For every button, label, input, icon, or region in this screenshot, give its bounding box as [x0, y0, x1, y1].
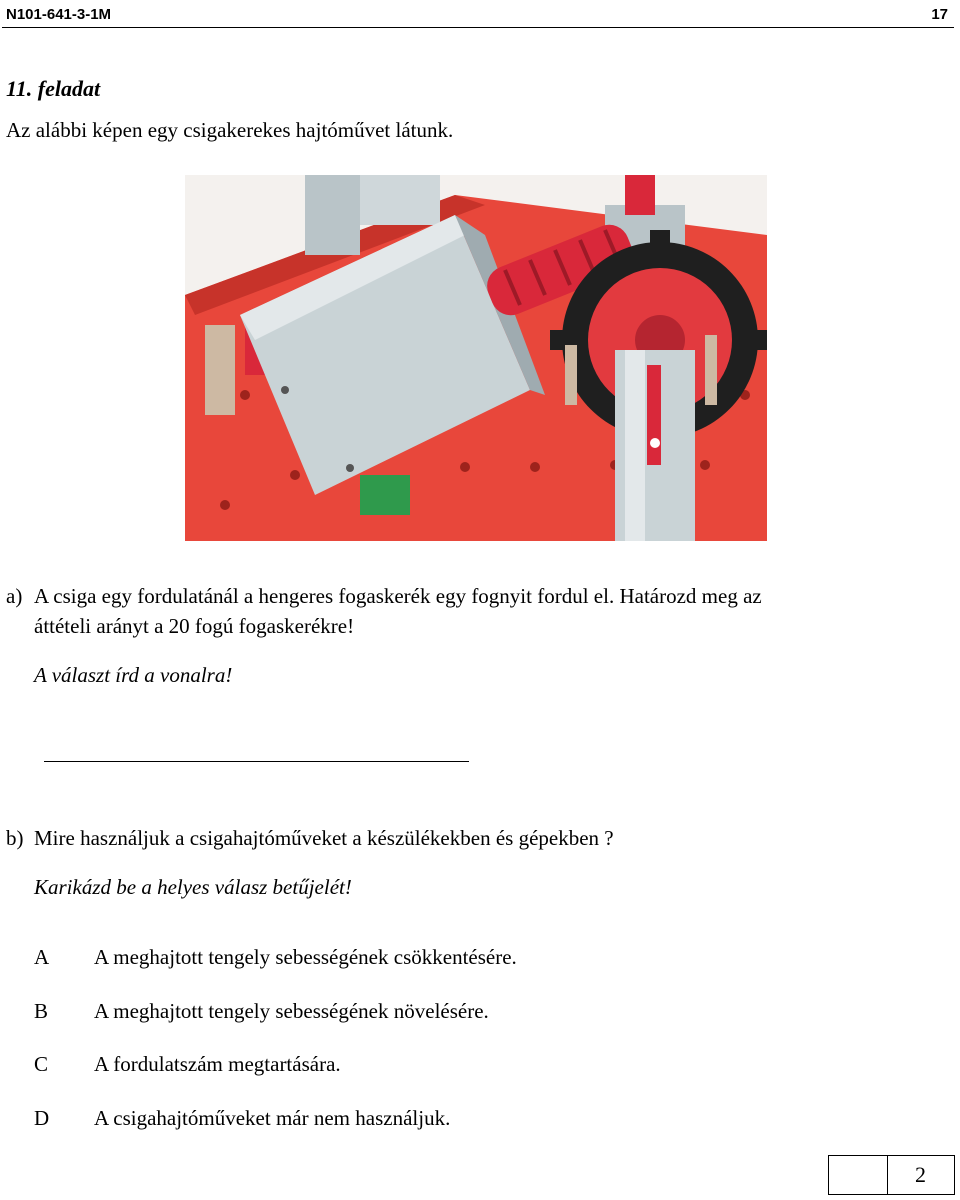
option-b-text: A meghajtott tengely sebességének növelésére.: [94, 999, 489, 1023]
option-d-letter[interactable]: D: [34, 1106, 50, 1130]
option-a-text: A meghajtott tengely sebességének csökkentésére.: [94, 945, 517, 969]
page-header: [2, 0, 954, 28]
question-b-label: b): [6, 826, 24, 850]
question-a-text-continued: áttételi arányt a 20 fogú fogaskerékre!: [34, 614, 355, 638]
question-b-instruction: Karikázd be a helyes válasz betűjelét!: [34, 875, 352, 899]
option-d-text: A csigahajtóműveket már nem használjuk.: [94, 1106, 451, 1130]
question-a-label: a): [6, 584, 23, 608]
exam-code: N101-641-3-1M: [6, 6, 112, 23]
option-b-letter[interactable]: B: [34, 999, 49, 1023]
worm-gear-illustration: [185, 175, 767, 541]
question-b-text: Mire használjuk a csigahajtóműveket a készülékekben és gépekben ?: [34, 826, 614, 850]
worm-gear-photo: [185, 175, 767, 541]
task-intro: Az alábbi képen egy csigakerekes hajtóművet látunk.: [6, 118, 454, 142]
option-c-letter[interactable]: C: [34, 1052, 49, 1076]
option-a-letter[interactable]: A: [34, 945, 50, 969]
answer-line[interactable]: [44, 761, 469, 762]
question-a-instruction: A választ írd a vonalra!: [34, 663, 233, 687]
option-c-text: A fordulatszám megtartására.: [94, 1052, 341, 1076]
score-earned-cell[interactable]: [829, 1156, 888, 1194]
score-box: [828, 1155, 955, 1195]
task-title: 11. feladat: [6, 76, 101, 101]
question-a-text: A csiga egy fordulatánál a hengeres fogaskerék egy fognyit fordul el. Határozd meg az: [34, 584, 762, 608]
page-number: 17: [931, 6, 948, 23]
score-max-points: 2: [915, 1162, 926, 1187]
